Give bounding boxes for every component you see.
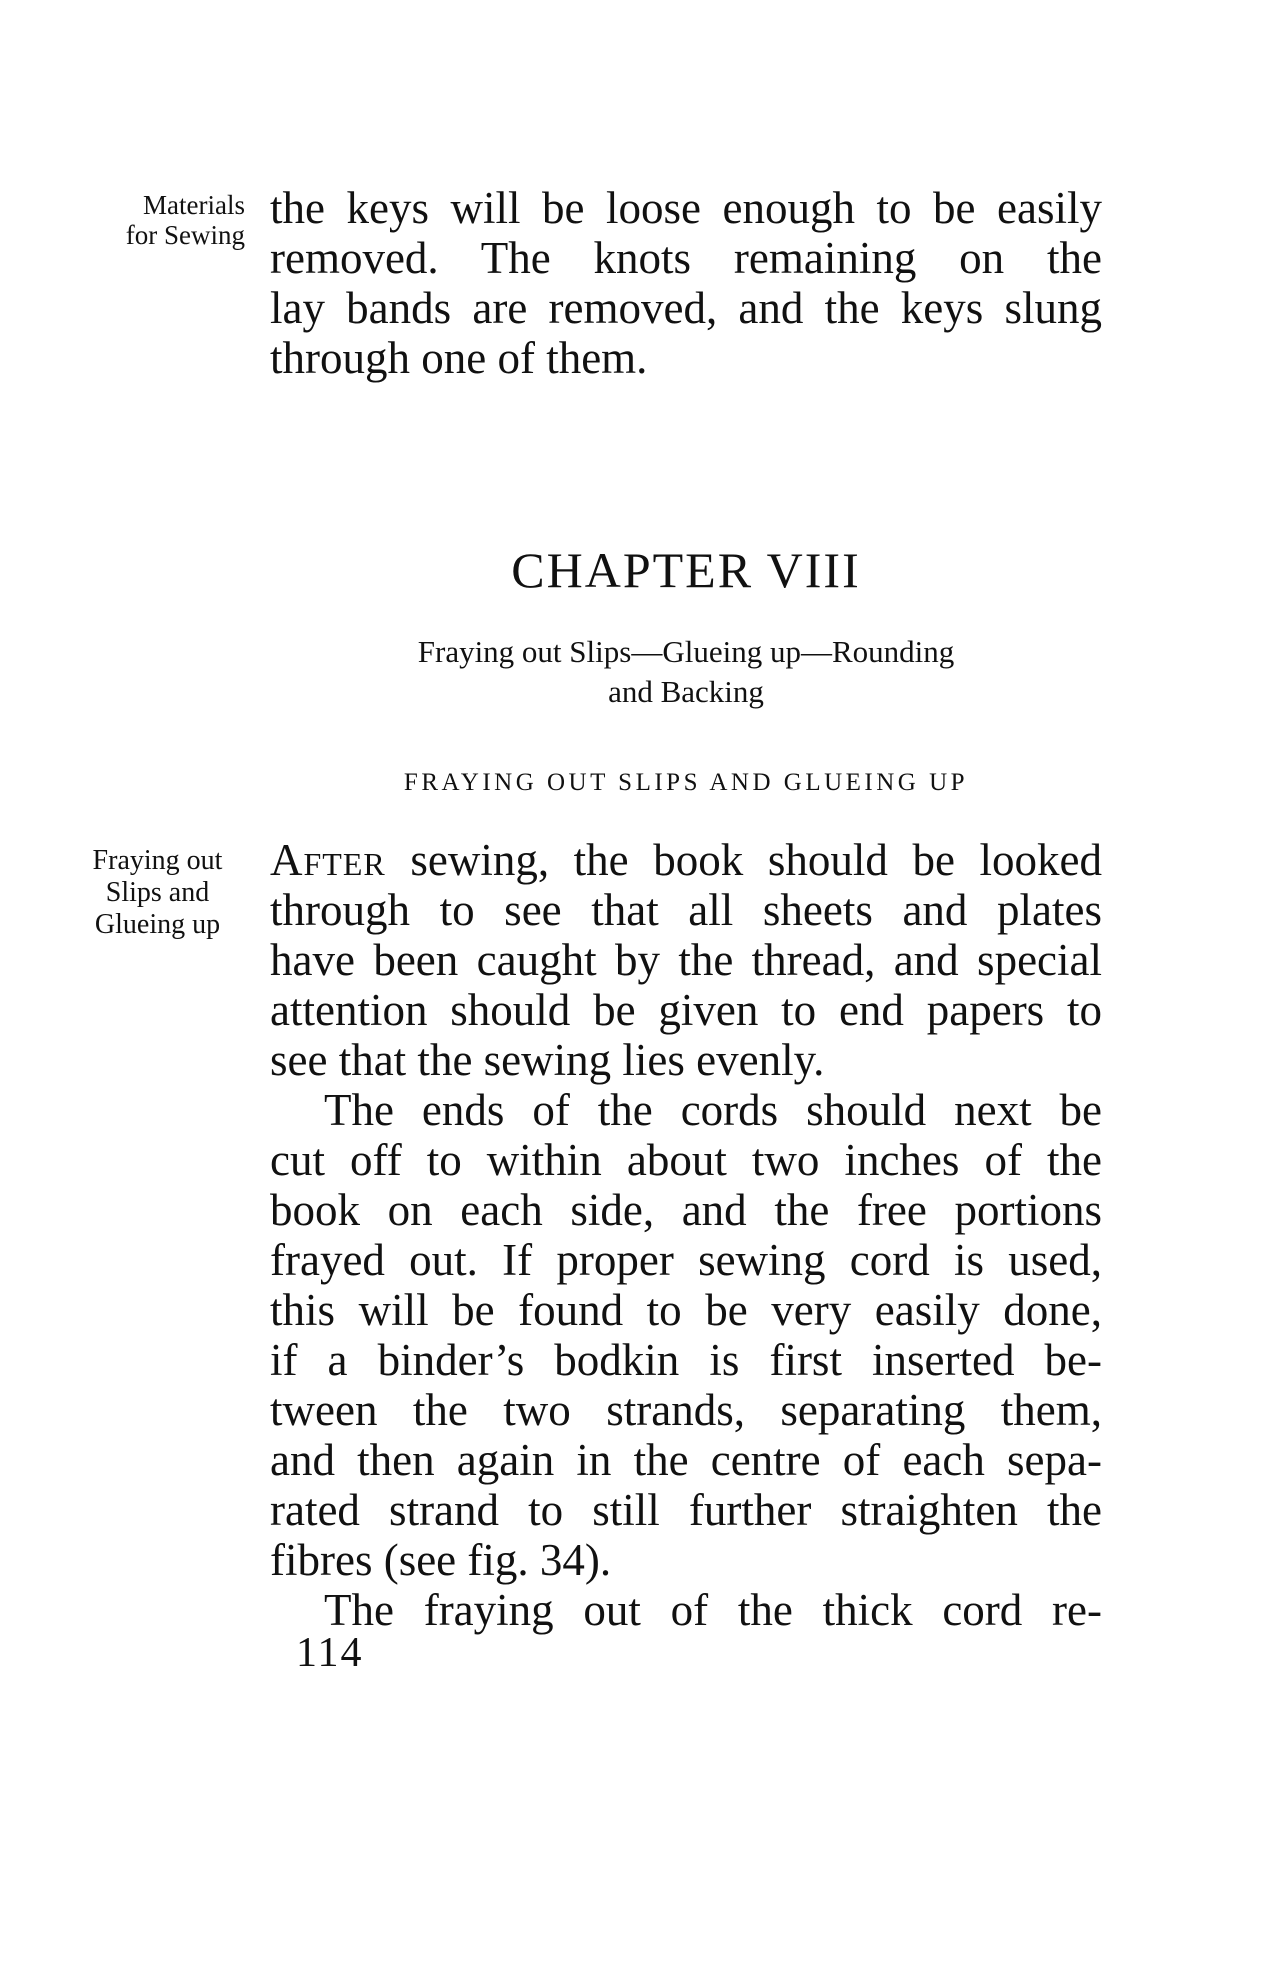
paragraph-line: through one of them. (270, 333, 648, 383)
margin-note-line: Glueing up (94, 909, 221, 940)
margin-note-line: for Sewing (125, 220, 245, 250)
page-number: 114 (296, 1630, 364, 1676)
paragraph-line: cut off to within about two inches of the (270, 1135, 1102, 1185)
margin-note-line: Materials (143, 190, 245, 220)
chapter-subtitle-line: and Backing (608, 674, 764, 709)
paragraph-line: The fraying out of the thick cord re- (324, 1585, 1102, 1635)
paragraph-line: and then again in the centre of each sepa- (270, 1435, 1102, 1485)
margin-note-materials (70, 190, 245, 250)
chapter-title: CHAPTER VIII (511, 542, 861, 598)
top-paragraph (270, 183, 1102, 383)
section-heading: FRAYING OUT SLIPS AND GLUEING UP (403, 769, 969, 796)
chapter-subtitle (270, 632, 1102, 712)
paragraph-line: tween the two strands, separating them, (270, 1385, 1102, 1435)
paragraph-line: The ends of the cords should next be (324, 1085, 1102, 1135)
paragraph-line: removed. The knots remaining on the (270, 233, 1102, 283)
paragraph-line: book on each side, and the free portions (270, 1185, 1102, 1235)
paragraph-line (270, 835, 1102, 885)
margin-note-line: Slips and (105, 877, 210, 908)
paragraph-line: if a binder’s bodkin is first inserted be- (270, 1335, 1102, 1385)
paragraph-line: frayed out. If proper sewing cord is used, (270, 1235, 1102, 1285)
paragraph-line: have been caught by the thread, and special (270, 935, 1102, 985)
paragraph-line: through to see that all sheets and plates (270, 885, 1102, 935)
paragraph-line: the keys will be loose enough to be easily (270, 183, 1102, 233)
paragraph-line: this will be found to be very easily done, (270, 1285, 1102, 1335)
main-paragraphs (270, 835, 1102, 1635)
paragraph-line: attention should be given to end papers to (270, 985, 1102, 1035)
drop-word: After (270, 835, 386, 885)
margin-note-fraying (60, 845, 255, 941)
chapter-subtitle-line: Fraying out Slips—Glueing up—Rounding (417, 634, 955, 669)
first-line-text: sewing, the book should be looked (385, 835, 1102, 885)
paragraph-line: see that the sewing lies evenly. (270, 1035, 825, 1085)
paragraph-line: fibres (see fig. 34). (270, 1535, 612, 1585)
paragraph-line: lay bands are removed, and the keys slung (270, 283, 1102, 333)
paragraph-line: rated strand to still further straighten the (270, 1485, 1102, 1535)
margin-note-line: Fraying out (92, 845, 223, 876)
